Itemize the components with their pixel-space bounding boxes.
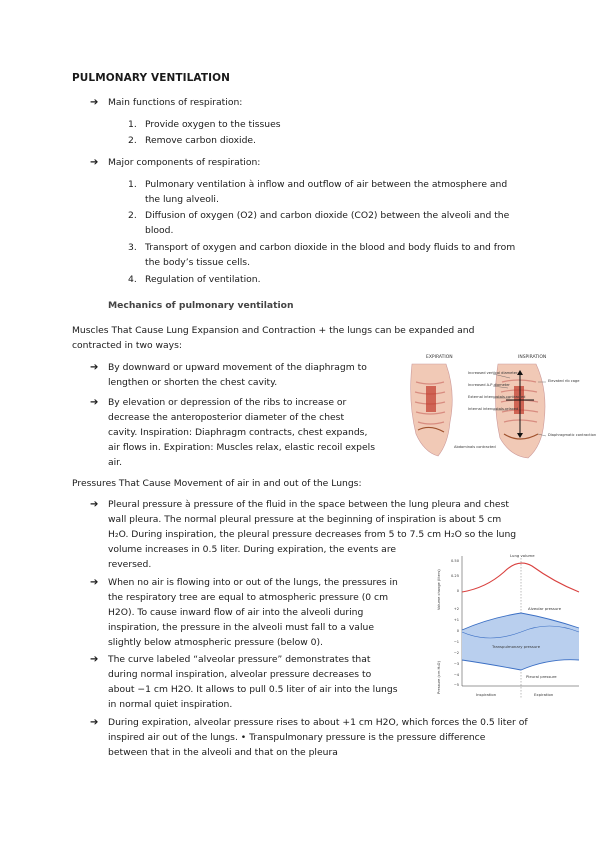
bullet-line: lengthen or shorten the chest cavity. <box>108 377 278 388</box>
bullet-line: slightly below atmospheric pressure (below 0). <box>108 637 323 648</box>
bullet-line: By downward or upward movement of the diaphragm to <box>108 362 367 373</box>
tick-label: 0.25 <box>450 574 459 578</box>
x-label: Inspiration <box>476 692 497 697</box>
arrow-bullet-icon: ➔ <box>90 362 99 373</box>
muscles-intro: Muscles That Cause Lung Expansion and Contraction + the lungs can be expanded and <box>72 325 475 336</box>
list-item: Provide oxygen to the tissues <box>145 119 281 130</box>
bullet-line: during normal inspiration, alveolar pressure decreases to <box>108 669 372 680</box>
list-item: blood. <box>145 225 174 236</box>
axis-label: Volume change (liters) <box>437 569 441 610</box>
bullet-line: Pleural pressure à pressure of the fluid in the space between the lung pleura and chest <box>108 499 509 510</box>
bullet-line: By elevation or depression of the ribs to increase or <box>108 397 347 408</box>
bullet-line: the respiratory tree are equal to atmospheric pressure (0 cm <box>108 592 389 603</box>
bullet-line: inspired air out of the lungs. • Transpulmonary pressure is the pressure difference <box>108 732 486 743</box>
bullet-line: inspiration, the pressure in the alveoli must fall to a value <box>108 622 374 633</box>
curve-label: Transpulmonary pressure <box>492 644 541 649</box>
bullet-line: air. <box>108 457 123 468</box>
bullet-line: H₂O. During inspiration, the pleural pressure decreases from 5 to 7.5 cm H₂O so the lung <box>108 529 517 540</box>
tick-label: 0 <box>456 629 459 633</box>
list-item: the lung alveoli. <box>145 194 219 205</box>
figure-label: INSPIRATION <box>518 355 547 360</box>
arrow-bullet-icon: ➔ <box>90 97 99 108</box>
bullet-line: The curve labeled “alveolar pressure” demonstrates that <box>108 654 371 665</box>
main-functions-heading: Main functions of respiration: <box>108 97 243 108</box>
list-item: Diffusion of oxygen (O2) and carbon dioxide (CO2) between the alveoli and the <box>145 210 510 221</box>
list-item: Pulmonary ventilation à inflow and outflow of air between the atmosphere and <box>145 179 508 190</box>
bullet-line: When no air is flowing into or out of the lungs, the pressures in <box>108 577 398 588</box>
arrow-bullet-icon: ➔ <box>90 717 99 728</box>
figure-label: Abdominals contracted <box>454 445 496 449</box>
bullet-line: air flows in. Expiration: Muscles relax, elastic recoil expels <box>108 442 375 453</box>
tick-label: −4 <box>453 673 459 677</box>
bullet-line: reversed. <box>108 559 152 570</box>
curve-label: Lung volume <box>510 553 535 558</box>
tick-label: +1 <box>453 618 459 622</box>
list-number: 1. <box>128 119 137 130</box>
arrow-bullet-icon: ➔ <box>90 654 99 665</box>
figure-label: Increased A-P diameter <box>468 383 510 387</box>
list-number: 2. <box>128 135 137 146</box>
figure-label: EXPIRATION <box>426 355 453 360</box>
mechanics-heading: Mechanics of pulmonary ventilation <box>108 300 294 311</box>
tick-label: +2 <box>453 607 459 611</box>
arrow-bullet-icon: ➔ <box>90 499 99 510</box>
figure-label: External intercostals contracted <box>468 395 526 399</box>
bullet-line: about −1 cm H2O. It allows to pull 0.5 liter of air into the lungs <box>108 684 398 695</box>
chest-expansion-figure <box>398 352 597 462</box>
bullet-line: volume increases in 0.5 liter. During expiration, the events are <box>108 544 397 555</box>
bullet-line: H2O). To cause inward flow of air into the alveoli during <box>108 607 364 618</box>
curve-label: Alveolar pressure <box>528 606 562 611</box>
bullet-line: During expiration, alveolar pressure rises to about +1 cm H2O, which forces the 0.5 liter of <box>108 717 528 728</box>
x-label: Expiration <box>534 692 554 697</box>
bullet-line: between that in the alveoli and that on the pleura <box>108 747 338 758</box>
tick-label: −1 <box>453 640 459 644</box>
major-components-heading: Major components of respiration: <box>108 157 261 168</box>
tick-label: −2 <box>453 651 459 655</box>
figure-label: Internal intercostals relaxed <box>468 407 519 411</box>
list-number: 1. <box>128 179 137 190</box>
figure-label: Elevated rib cage <box>548 379 580 383</box>
curve-label: Pleural pressure <box>526 674 557 679</box>
bullet-line: wall pleura. The normal pleural pressure at the beginning of inspiration is about 5 cm <box>108 514 502 525</box>
list-item: Remove carbon dioxide. <box>145 135 256 146</box>
list-number: 4. <box>128 274 137 285</box>
pressure-volume-graph <box>434 548 584 706</box>
arrow-bullet-icon: ➔ <box>90 577 99 588</box>
bullet-line: in normal quiet inspiration. <box>108 699 233 710</box>
figure-label: Increased vertical diameter <box>468 371 518 375</box>
arrow-bullet-icon: ➔ <box>90 157 99 168</box>
page-title: PULMONARY VENTILATION <box>72 72 231 84</box>
list-item: the body’s tissue cells. <box>145 257 250 268</box>
arrow-bullet-icon: ➔ <box>90 397 99 408</box>
muscles-intro: contracted in two ways: <box>72 340 182 351</box>
bullet-line: cavity. Inspiration: Diaphragm contracts, chest expands, <box>108 427 368 438</box>
list-number: 3. <box>128 242 137 253</box>
bullet-line: decrease the anteroposterior diameter of the chest <box>108 412 345 423</box>
tick-label: 0.50 <box>450 559 459 563</box>
tick-label: −3 <box>453 662 459 666</box>
tick-label: 0 <box>456 589 459 593</box>
list-item: Regulation of ventilation. <box>145 274 261 285</box>
axis-label: Pressure (cm H₂O) <box>437 661 441 694</box>
list-item: Transport of oxygen and carbon dioxide in the blood and body fluids to and from <box>145 242 516 253</box>
list-number: 2. <box>128 210 137 221</box>
pressures-heading: Pressures That Cause Movement of air in and out of the Lungs: <box>72 478 362 489</box>
tick-label: −5 <box>453 683 459 687</box>
figure-label: Diaphragmatic contraction <box>548 433 597 437</box>
